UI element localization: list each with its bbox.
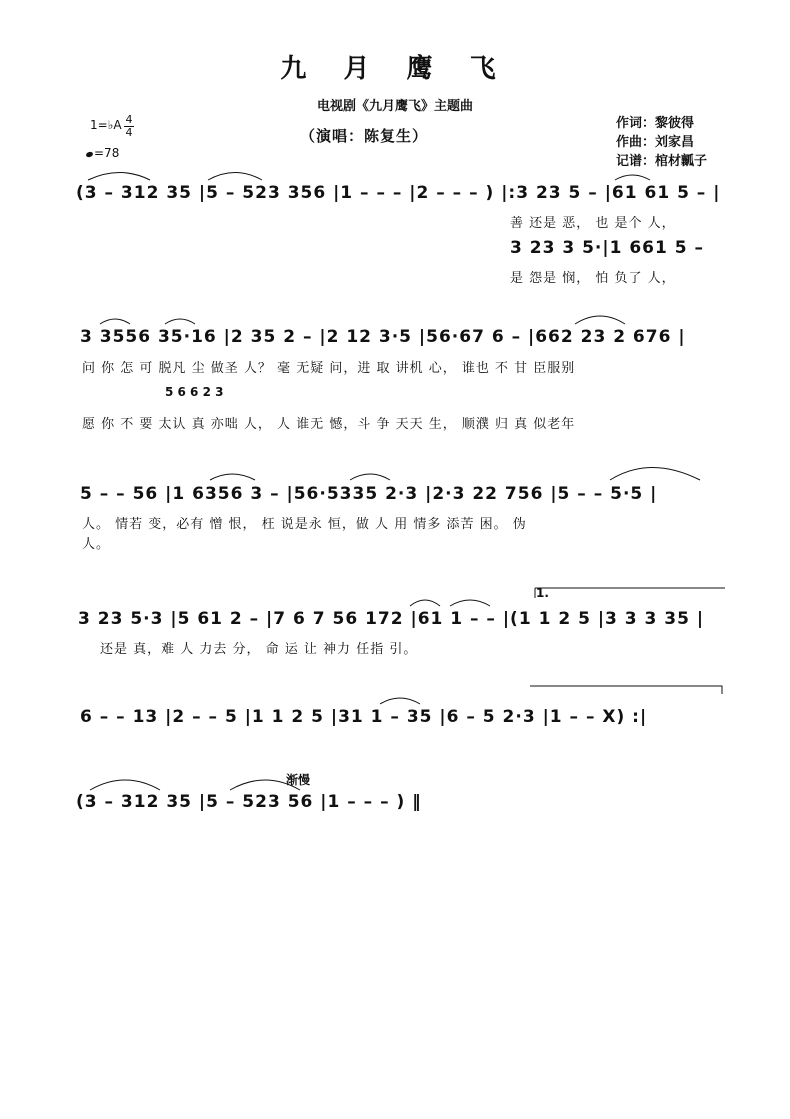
score-line-2: 3 3556 35·16 |2 35 2 – |2 12 3·5 |56·67 6 – |662 23 2 676 | bbox=[80, 327, 686, 347]
volta-1: 1. bbox=[536, 586, 549, 600]
time-signature-bottom: 4 bbox=[125, 126, 133, 139]
lyrics-line-2a: 问 你 怎 可 脱凡 尘 做圣 人？ 毫 无疑 问，进 取 讲机 心， 谁也 不 甘 臣服别 bbox=[82, 361, 576, 376]
score-line-1: (3 – 312 35 |5 – 523 356 |1 – – – |2 – – – ) |:3 23 5 – |61 61 5 – | bbox=[76, 183, 721, 203]
time-signature-top: 4 bbox=[125, 113, 133, 126]
lyrics-line-4: 还是 真，难 人 力去 分， 命 运 让 神力 任指 引。 bbox=[100, 642, 418, 657]
score-line-3: 5 – – 56 |1 6356 3 – |56·5335 2·3 |2·3 22 756 |5 – – 5·5 | bbox=[80, 484, 658, 504]
score-line-5: 6 – – 13 |2 – – 5 |1 1 2 5 |31 1 – 35 |6 – 5 2·3 |1 – – X) :| bbox=[80, 707, 648, 727]
key-signature: 1=♭A bbox=[90, 118, 122, 132]
transcriber-credit: 记谱：棺材瓤子 bbox=[616, 154, 708, 169]
lyrics-line-1a: 善 还是 恶， 也 是个 人， bbox=[510, 216, 676, 231]
score-line-6: (3 – 312 35 |5 – 523 56 |1 – – – ) ‖ bbox=[76, 792, 422, 812]
lyrics-line-2b: 愿 你 不 要 太认 真 亦咄 人， 人 谁无 憾，斗 争 天天 生， 顺濮 归 真 似老年 bbox=[82, 417, 576, 432]
song-title: 九 月 鹰 飞 bbox=[280, 54, 510, 84]
lyrics-line-3b: 人。 bbox=[82, 537, 111, 552]
ritardando-marking: 渐慢 bbox=[286, 773, 311, 787]
alt-notes-line-2: 5 6 6 2 3 bbox=[165, 385, 224, 399]
score-line-1b: 3 23 3 5·|1 661 5 – bbox=[510, 238, 704, 258]
singer-credit: （演唱：陈复生） bbox=[300, 127, 429, 145]
lyrics-line-3a: 人。 情若 变，必有 憎 恨， 枉 说是永 恒，做 人 用 情多 添苦 困。 伪 bbox=[82, 517, 527, 532]
tempo-value: =78 bbox=[94, 146, 120, 160]
lyricist-credit: 作词：黎彼得 bbox=[616, 116, 695, 131]
composer-credit: 作曲：刘家昌 bbox=[616, 135, 695, 150]
song-subtitle: 电视剧《九月鹰飞》主题曲 bbox=[316, 99, 473, 114]
lyrics-line-1b: 是 怨是 悯， 怕 负了 人， bbox=[510, 271, 676, 286]
score-line-4: 3 23 5·3 |5 61 2 – |7 6 7 56 172 |61 1 – – |(1 1 2 5 |3 3 3 35 | bbox=[78, 609, 705, 629]
